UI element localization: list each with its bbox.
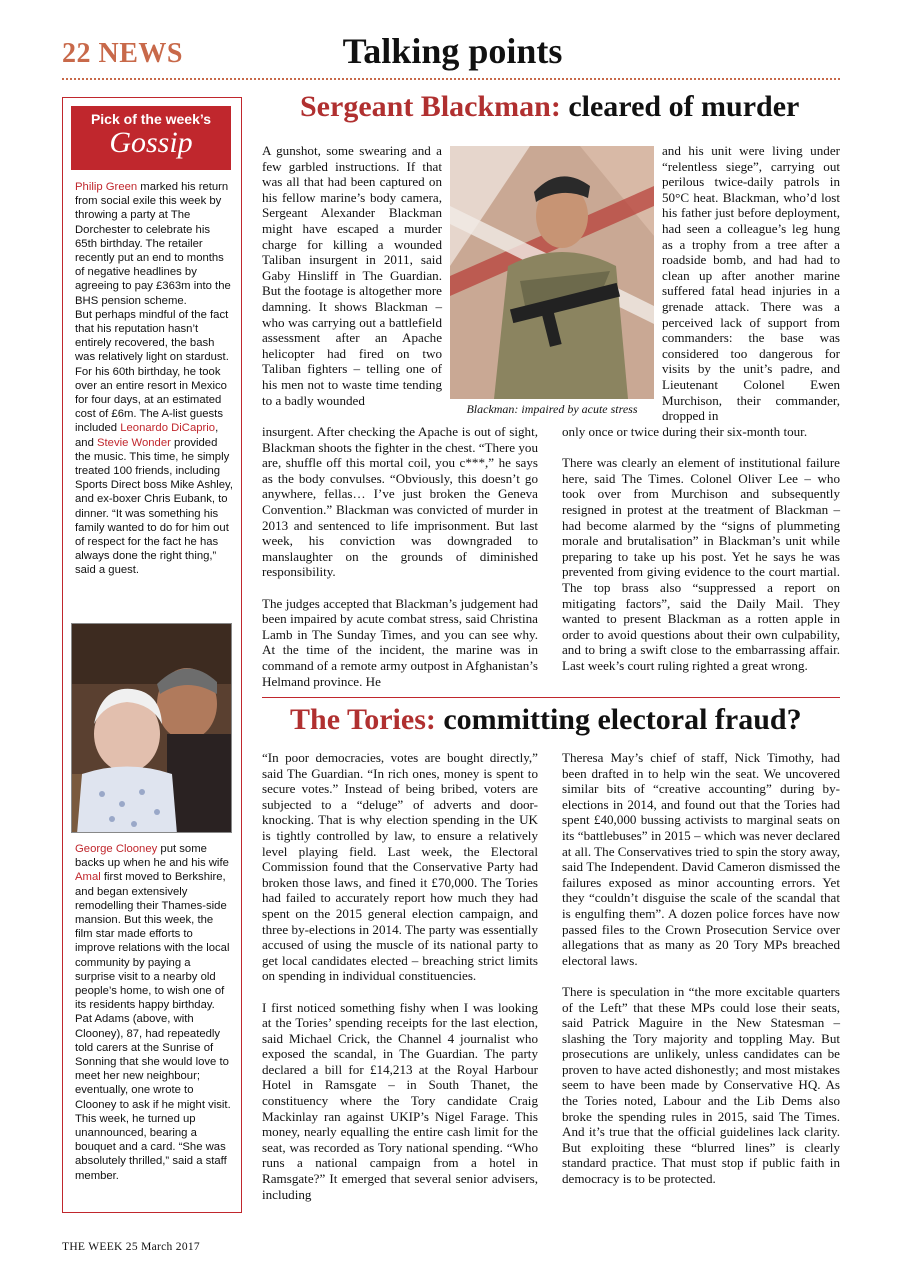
page-title: Talking points xyxy=(342,31,563,71)
article-paragraph: and his unit were living under “relentless siege”, carrying out perilous twice-daily patrols in 50°C heat. Blackman, who’d lost his father just before deployment, had seen a colleague’s leg hung as a trophy from a tree after a roadside bomb, and had had to clean up after another marine suffered fatal head injuries in a grenade attack. There was a perceived lack of support from commanders: the base was considered too dangerous for visits by the unit’s padre, and Lieutenant Colonel Ewen Murchison, their commander, dropped in xyxy=(662,143,840,424)
headline-subject: Sergeant Blackman: xyxy=(300,90,561,123)
person-name: Amal xyxy=(75,871,101,884)
article-paragraph: I first noticed something fishy when I was looking at the Tories’ spending receipts for the last election, said Michael Crick, the Channel 4 journalist who exposed the scandal, in The Guardian. The party declared a bill for £14,213 at the Royal Harbour Hotel in Ramsgate – in South Thanet, the constituency where the Tory candidate Craig Mackinlay ran against UKIP’s Nigel Farage. This money, nearly equalling the entire cash limit for the seat, was recorded as Tory national spending. “Who runs a national campaign from a hotel in Ramsgate?” It emerged that several senior advisers, including xyxy=(262,999,538,1202)
article-paragraph: There was clearly an element of institutional failure here, said The Times. Colonel Oliver Lee – who took over from Murchison and subsequently resigned in protest at the treatment of Blackman – had become alarmed by the “signs of plummeting morale and brutalisation” in Blackman’s unit while preparing to take up his post. Yet he says he was prevented from giving evidence to the court martial. The top brass also “suppressed a report on mitigating factors”, said the Daily Mail. They wanted to present Blackman as a rotten apple in order to avoid questions about their own culpability, and to bring a swift close to the embarrassing affair. Last week’s court ruling righted a great wrong. xyxy=(562,455,840,673)
person-name: Leonardo DiCaprio xyxy=(120,422,216,435)
article-paragraph: The judges accepted that Blackman’s judgement had been impaired by acute combat stress, said Christina Lamb in The Sunday Times, and you can see why. At the time of the incident, the marine was in command of a remote army outpost in Afghanistan’s Helmand province. He xyxy=(262,595,538,689)
clooney-photo xyxy=(71,623,232,833)
blackman-photo xyxy=(450,146,654,399)
article2-headline xyxy=(290,703,802,737)
headline-rest: committing electoral fraud? xyxy=(435,703,802,736)
article-paragraph: “In poor democracies, votes are bought directly,” said The Guardian. “In rich ones, money is spent to secure votes.” Instead of being bribed, voters are subjected to a “deluge” of adverts and door-knocking. That is why election spending in the UK is tightly controlled by law, to ensure a relatively level playing field. Last week, the Electoral Commission found that the Conservative Party had broken those laws, and fined it £70,000. The Tories had failed to accurately report how much they had spent on the 2015 general election campaign, and three by-elections in 2014. The party was essentially accused of using the muscle of its national party to get local candidates elected – breaching strict limits on spending in individual constituencies. xyxy=(262,750,538,984)
gossip-text: first moved to Berkshire, and began extensively remodelling their Thames-side mansion. But this week, the film star made efforts to improve relations with the local community by paying a surprise visit to a nearby old people’s home, to wish one of its residents happy birthday. Pat Adams (above, with Clooney), 87, had repeatedly told carers at the Sunrise of Sonning that she would love to meet her new neighbour; eventually, one wrote to Clooney to ask if he might visit. This week, he turned up unannounced, bearing a bouquet and a card. “She was absolutely thrilled,” said a staff member. xyxy=(75,871,231,1182)
gossip-label: Gossip xyxy=(109,126,193,159)
gossip-text: But perhaps mindful of the fact that his reputation hasn’t entirely recovered, the bash was relatively light on stardust. For his 60th birthday, he took over an entire resort in Mexico for four days, at an estimated cost of £6m. The A-list guests included xyxy=(75,308,229,435)
person-name: George Clooney xyxy=(75,843,158,855)
article1-col1-narrow xyxy=(262,143,442,408)
gossip-text: , and xyxy=(75,422,219,449)
article-divider xyxy=(262,697,840,698)
person-name: Stevie Wonder xyxy=(97,436,171,449)
article2-col2 xyxy=(562,750,840,1187)
photo-caption: Blackman: impaired by acute stress xyxy=(466,402,638,416)
article-paragraph: Theresa May’s chief of staff, Nick Timothy, had been drafted in to help win the seat. We uncovered similar bits of “creative accounting” during by-elections in 2014, and found out that the Tories had spent £40,000 bussing activists to marginal seats on its “battlebuses” in 2015 – which was never declared at all. The Conservatives tried to spin the story away, said The Independent. David Cameron dismissed the failures exposed as minor accounting errors. Yet they “couldn’t disguise the scale of the scandal that is engulfing them”. A dozen police forces have now passed files to the Crown Prosecution Service over allegations that as many as 20 Tory MPs breached electoral laws. xyxy=(562,750,840,968)
page-footer: THE WEEK 25 March 2017 xyxy=(62,1241,200,1253)
gossip-banner xyxy=(71,106,231,170)
article2-col1 xyxy=(262,750,538,1202)
article-paragraph: insurgent. After checking the Apache is out of sight, Blackman shoots the fighter in the chest. “There you are, shuffle off this mortal coil, you c***,” he says as the body convulses. “Obviously, this doesn’t go anywhere, fellas… I’ve just broken the Geneva Convention.” Blackman was convicted of murder in 2013 and sentenced to life imprisonment. But last week, his conviction was downgraded to manslaughter on the grounds of diminished responsibility. xyxy=(262,424,538,580)
gossip-text: marked his return from social exile this week by throwing a party at The Dorchester to celebrate his 65th birthday. The retailer recently put an end to months of negative headlines by agreeing to pay £363m into the BHS pension scheme. xyxy=(75,181,231,307)
article-paragraph: There is speculation in “the more excitable quarters of the Left” that these MPs could lose their seats, said Patrick Maguire in the New Statesman – slashing the Tory majority and toppling May. But prosecutions are unlikely, unless candidates can be proven to have acted dishonestly; and most mistakes seem to have been made by Conservative HQ. As the Tories noted, Labour and the Lib Dems also broke the spending rules in 2015, said The Times. And it’s true that the official guidelines lack clarity. But exploiting these “blurred lines” is clearly standard practice. That must stop if public faith in democracy is to be protected. xyxy=(562,983,840,1187)
gossip-item-philip-green xyxy=(75,180,233,578)
header-divider xyxy=(62,78,840,80)
gossip-text: provided the music. This time, he simply treated 100 friends, including Sports Direct boss Mike Ashley, and ex-boxer Chris Eubank, to dinner. “It was something his family wanted to do for him out of respect for the fact he has always done the right thing,” said a guest. xyxy=(75,436,234,577)
article1-col2-narrow xyxy=(662,143,840,424)
gossip-item-george-clooney xyxy=(75,842,233,1183)
headline-subject: The Tories: xyxy=(290,703,436,736)
page-section-label: 22 NEWS xyxy=(62,38,183,69)
headline-rest: cleared of murder xyxy=(560,90,800,123)
article-paragraph: only once or twice during their six-month tour. xyxy=(562,424,808,439)
article1-col1 xyxy=(262,424,538,689)
gossip-sidebar xyxy=(62,97,242,1213)
pick-of-week-label: Pick of the week’s xyxy=(90,111,212,127)
article1-headline xyxy=(300,90,799,124)
gossip-text: put some backs up when he and his wife xyxy=(75,843,229,870)
person-name: Philip Green xyxy=(75,181,138,193)
article-paragraph: A gunshot, some swearing and a few garbled instructions. If that was all that had been captured on his fellow marine’s body camera, Sergeant Alexander Blackman might have escaped a murder charge for killing a wounded Taliban insurgent in 2011, said Gaby Hinsliff in The Guardian. But the footage is altogether more damning. It shows Blackman – who was carrying out a battlefield assessment after an Apache helicopter had fired on two Taliban fighters – telling one of his men not to waste time tending to a badly wounded xyxy=(262,143,442,408)
article1-col2 xyxy=(562,424,840,674)
